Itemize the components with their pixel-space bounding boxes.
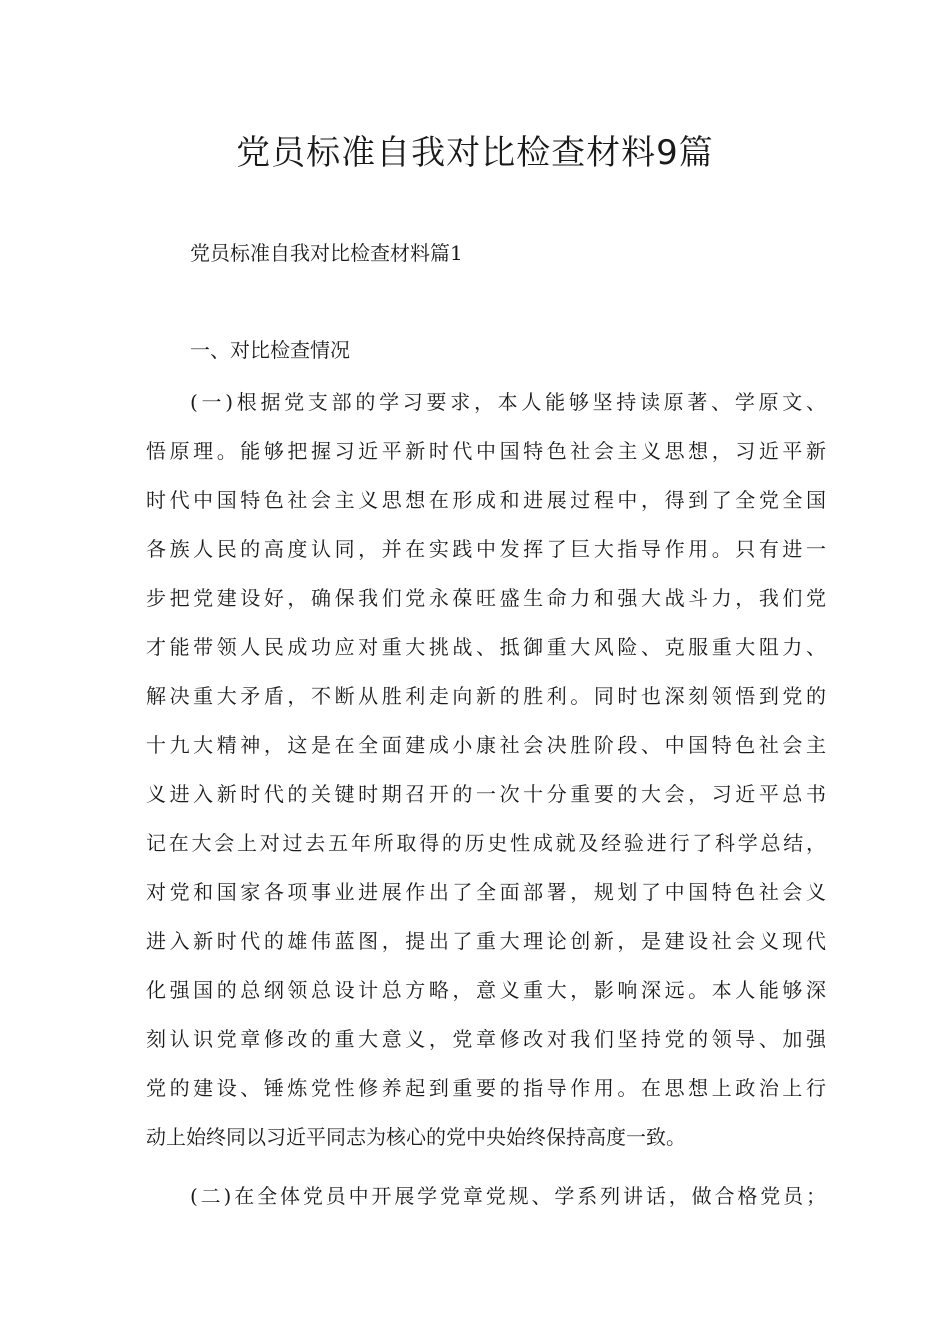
paragraph-line: 义进入新时代的关键时期召开的一次十分重要的大会，习近平总书	[146, 782, 826, 806]
paragraph-line: 才能带领人民成功应对重大挑战、抵御重大风险、克服重大阻力、	[146, 635, 826, 659]
paragraph-line: 步把党建设好，确保我们党永葆旺盛生命力和强大战斗力，我们党	[146, 586, 826, 610]
paragraph-line: 化强国的总纲领总设计总方略，意义重大，影响深远。本人能够深	[146, 978, 826, 1002]
paragraph-line: (二)在全体党员中开展学党章党规、学系列讲话，做合格党员；	[190, 1184, 826, 1208]
document-title: 党员标准自我对比检查材料9篇	[236, 133, 714, 173]
document-subtitle: 党员标准自我对比检查材料篇1	[190, 241, 463, 265]
paragraph-line: 时代中国特色社会主义思想在形成和进展过程中，得到了全党全国	[146, 488, 826, 512]
paragraph-line: 进入新时代的雄伟蓝图，提出了重大理论创新，是建设社会义现代	[146, 929, 826, 953]
paragraph-line: 各族人民的高度认同，并在实践中发挥了巨大指导作用。只有进一	[146, 537, 826, 561]
paragraph-line: 党的建设、锤炼党性修养起到重要的指导作用。在思想上政治上行	[146, 1076, 826, 1100]
paragraph-line: 对党和国家各项事业进展作出了全面部署，规划了中国特色社会义	[146, 880, 826, 904]
paragraph-line: 十九大精神，这是在全面建成小康社会决胜阶段、中国特色社会主	[146, 733, 826, 757]
paragraph-line: 悟原理。能够把握习近平新时代中国特色社会主义思想，习近平新	[146, 439, 826, 463]
paragraph-line: 动上始终同以习近平同志为核心的党中央始终保持高度一致。	[146, 1125, 686, 1149]
section-heading: 一、对比检查情况	[190, 338, 350, 362]
paragraph-line: 刻认识党章修改的重大意义，党章修改对我们坚持党的领导、加强	[146, 1027, 826, 1051]
paragraph-line: 记在大会上对过去五年所取得的历史性成就及经验进行了科学总结，	[146, 831, 826, 855]
paragraph-line: (一)根据党支部的学习要求，本人能够坚持读原著、学原文、	[190, 390, 826, 414]
paragraph-line: 解决重大矛盾，不断从胜利走向新的胜利。同时也深刻领悟到党的	[146, 684, 826, 708]
